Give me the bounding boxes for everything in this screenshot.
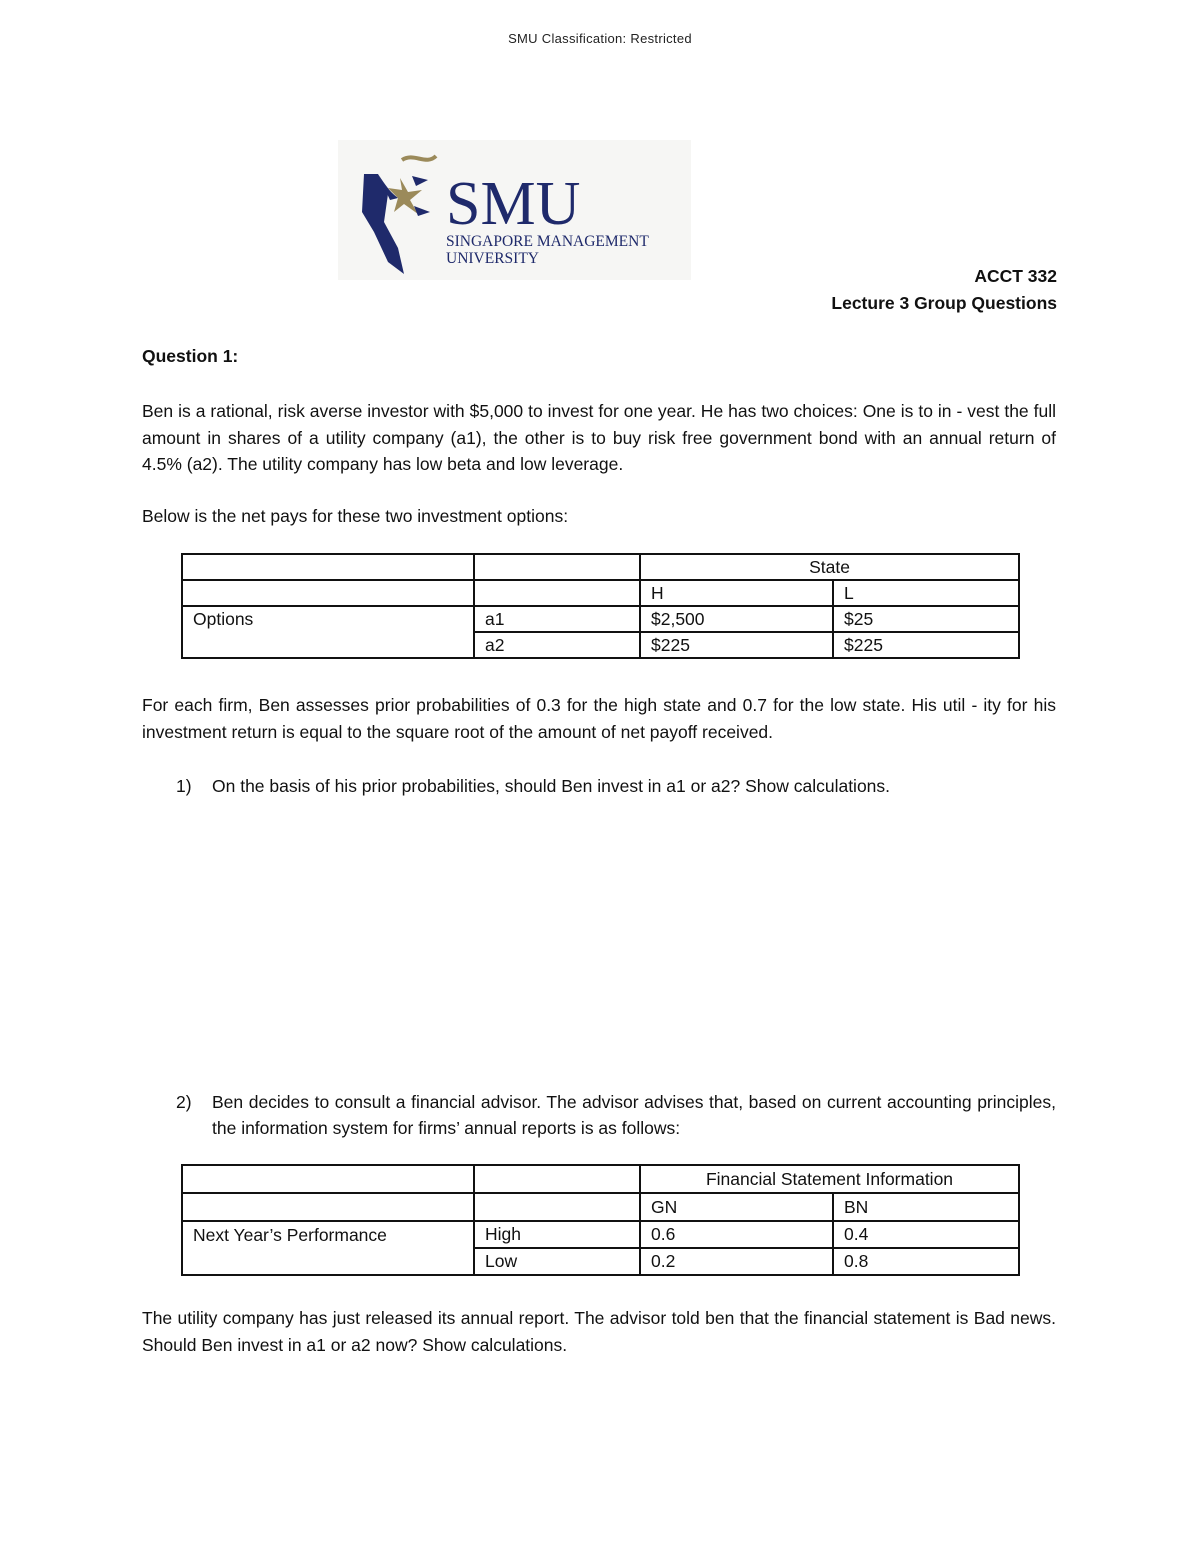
logo-line-2: UNIVERSITY [446,250,539,267]
closing-question-text: The utility company has just released its annual report. The advisor told ben that the financial statement is Bad news. Should Ben invest in a1 or a2 now? Show calculations. [142,1308,1056,1355]
probability-cell: 0.8 [833,1248,1019,1275]
question-heading: Question 1: [142,346,239,366]
logo-emblem [362,174,404,274]
table-row [182,580,1019,606]
information-system-table [181,1164,1020,1276]
options-label: Options [182,606,474,632]
course-title: Lecture 3 Group Questions [831,293,1057,313]
state-h-header: H [640,580,833,606]
payoff-table [181,553,1020,659]
sub-question-number: 1) [176,776,192,796]
probability-cell: 0.2 [640,1248,833,1275]
table-lead-text: Below is the net pays for these two investment options: [142,506,569,526]
table-row [182,1165,1019,1193]
payoff-cell: $225 [833,632,1019,658]
prior-probabilities-text: For each firm, Ben assesses prior probabilities of 0.3 for the high state and 0.7 for the low state. His util - ity for his investment return is equal to the square root of the amount of net payoff received. [142,695,1056,742]
payoff-cell: $25 [833,606,1019,632]
option-cell: a1 [474,606,640,632]
logo-line-1: SINGAPORE MANAGEMENT [446,233,649,250]
state-header: State [640,554,1019,580]
probability-cell: 0.4 [833,1221,1019,1248]
question-intro: Ben is a rational, risk averse investor with $5,000 to invest for one year. He has two choices: One is to in - vest the full amount in shares of a utility company (a1), the other is to buy risk free government bond with an annual return of 4.5% (a2). The utility company has low beta and low leverage. [142,401,1056,474]
payoff-cell: $225 [640,632,833,658]
course-code: ACCT 332 [974,266,1057,286]
state-cell: High [474,1221,640,1248]
sub-question-number: 2) [176,1092,192,1112]
table-row [182,632,1019,658]
classification-label: SMU Classification: Restricted [508,31,692,46]
payoff-cell: $2,500 [640,606,833,632]
bn-header: BN [833,1193,1019,1221]
performance-label: Next Year’s Performance [182,1221,474,1248]
table-row [182,554,1019,580]
state-l-header: L [833,580,1019,606]
probability-cell: 0.6 [640,1221,833,1248]
logo-wordmark: SMU [446,170,581,238]
smu-logo [338,140,691,280]
fs-information-header: Financial Statement Information [640,1165,1019,1193]
course-heading [831,263,1057,317]
logo-swoosh [402,156,436,160]
table-row [182,1248,1019,1275]
gn-header: GN [640,1193,833,1221]
table-row [182,1221,1019,1248]
table-row [182,606,1019,632]
sub-question-text: Ben decides to consult a financial advisor. The advisor advises that, based on current accounting principles, the information system for firms’ annual reports is as follows: [212,1092,1056,1138]
state-cell: Low [474,1248,640,1275]
option-cell: a2 [474,632,640,658]
table-row [182,1193,1019,1221]
sub-question-text: On the basis of his prior probabilities, should Ben invest in a1 or a2? Show calculations. [212,776,891,796]
